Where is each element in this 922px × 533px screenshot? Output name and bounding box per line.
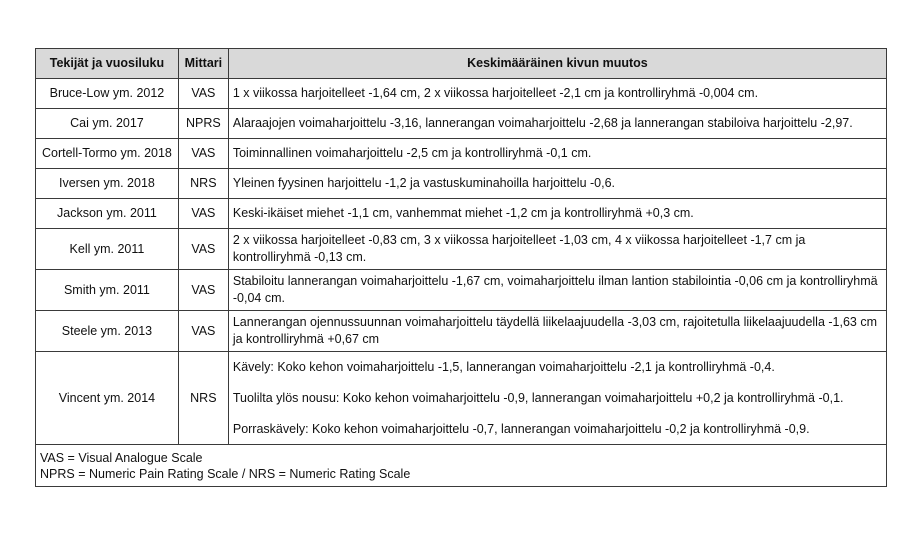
header-measure: Mittari bbox=[178, 49, 228, 79]
author-cell: Jackson ym. 2011 bbox=[36, 199, 179, 229]
author-cell: Cortell-Tormo ym. 2018 bbox=[36, 139, 179, 169]
measure-cell: VAS bbox=[178, 311, 228, 352]
pain-change-table bbox=[35, 48, 887, 487]
result-walking: Kävely: Koko kehon voimaharjoittelu -1,5, lannerangan voimaharjoittelu -2,1 ja kontrolliryhmä -0,4. bbox=[232, 359, 775, 374]
author-cell: Cai ym. 2017 bbox=[36, 109, 179, 139]
table-row bbox=[36, 169, 887, 199]
measure-cell: VAS bbox=[178, 229, 228, 270]
author-cell: Steele ym. 2013 bbox=[36, 311, 179, 352]
footnote-vas: VAS = Visual Analogue Scale bbox=[40, 450, 203, 465]
table-row bbox=[36, 199, 887, 229]
author-cell: Iversen ym. 2018 bbox=[36, 169, 179, 199]
measure-cell: NPRS bbox=[178, 109, 228, 139]
author-cell: Smith ym. 2011 bbox=[36, 270, 179, 311]
header-pain-change: Keskimääräinen kivun muutos bbox=[228, 49, 886, 79]
table-row bbox=[36, 311, 887, 352]
result-cell: Lannerangan ojennussuunnan voimaharjoittelu täydellä liikelaajuudella -3,03 cm, rajoitetulla liikelaajuudella -1,63 cm ja kontrolliryhmä +0,67 cm bbox=[228, 311, 886, 352]
result-cell: Stabiloitu lannerangan voimaharjoittelu -1,67 cm, voimaharjoittelu ilman lantion stabilointia -0,06 cm ja kontrolliryhmä -0,04 cm. bbox=[228, 270, 886, 311]
result-cell: Alaraajojen voimaharjoittelu -3,16, lannerangan voimaharjoittelu -2,68 ja lannerangan stabiloiva harjoittelu -2,97. bbox=[228, 109, 886, 139]
author-cell: Kell ym. 2011 bbox=[36, 229, 179, 270]
result-cell: Keski-ikäiset miehet -1,1 cm, vanhemmat miehet -1,2 cm ja kontrolliryhmä +0,3 cm. bbox=[228, 199, 886, 229]
header-row bbox=[36, 49, 887, 79]
table-row bbox=[36, 139, 887, 169]
measure-cell: NRS bbox=[178, 169, 228, 199]
result-cell: 1 x viikossa harjoitelleet -1,64 cm, 2 x viikossa harjoitelleet -2,1 cm ja kontrolliryhmä -0,004 cm. bbox=[228, 79, 886, 109]
footnote-nprs-nrs: NPRS = Numeric Pain Rating Scale / NRS = Numeric Rating Scale bbox=[40, 466, 411, 481]
author-cell: Vincent ym. 2014 bbox=[36, 352, 179, 445]
result-cell: Yleinen fyysinen harjoittelu -1,2 ja vastuskuminahoilla harjoittelu -0,6. bbox=[228, 169, 886, 199]
result-stair-climbing: Porraskävely: Koko kehon voimaharjoittelu -0,7, lannerangan voimaharjoittelu -0,2 ja kontrolliryhmä -0,9. bbox=[232, 421, 810, 436]
measure-cell: VAS bbox=[178, 199, 228, 229]
result-cell bbox=[228, 352, 886, 445]
measure-cell: NRS bbox=[178, 352, 228, 445]
result-cell: Toiminnallinen voimaharjoittelu -2,5 cm ja kontrolliryhmä -0,1 cm. bbox=[228, 139, 886, 169]
measure-cell: VAS bbox=[178, 79, 228, 109]
table-row bbox=[36, 270, 887, 311]
measure-cell: VAS bbox=[178, 270, 228, 311]
result-cell: 2 x viikossa harjoitelleet -0,83 cm, 3 x viikossa harjoitelleet -1,03 cm, 4 x viikossa harjoitelleet -1,7 cm ja kontrolliryhmä -0,13 cm. bbox=[228, 229, 886, 270]
table-row bbox=[36, 352, 887, 445]
footnote-row bbox=[36, 445, 887, 487]
header-authors: Tekijät ja vuosiluku bbox=[36, 49, 179, 79]
table-row bbox=[36, 109, 887, 139]
table-row bbox=[36, 229, 887, 270]
footnote-cell bbox=[36, 445, 887, 487]
author-cell: Bruce-Low ym. 2012 bbox=[36, 79, 179, 109]
result-sit-to-stand: Tuolilta ylös nousu: Koko kehon voimaharjoittelu -0,9, lannerangan voimaharjoittelu +0,2 ja kontrolliryhmä -0,1. bbox=[232, 390, 844, 405]
table-row bbox=[36, 79, 887, 109]
measure-cell: VAS bbox=[178, 139, 228, 169]
